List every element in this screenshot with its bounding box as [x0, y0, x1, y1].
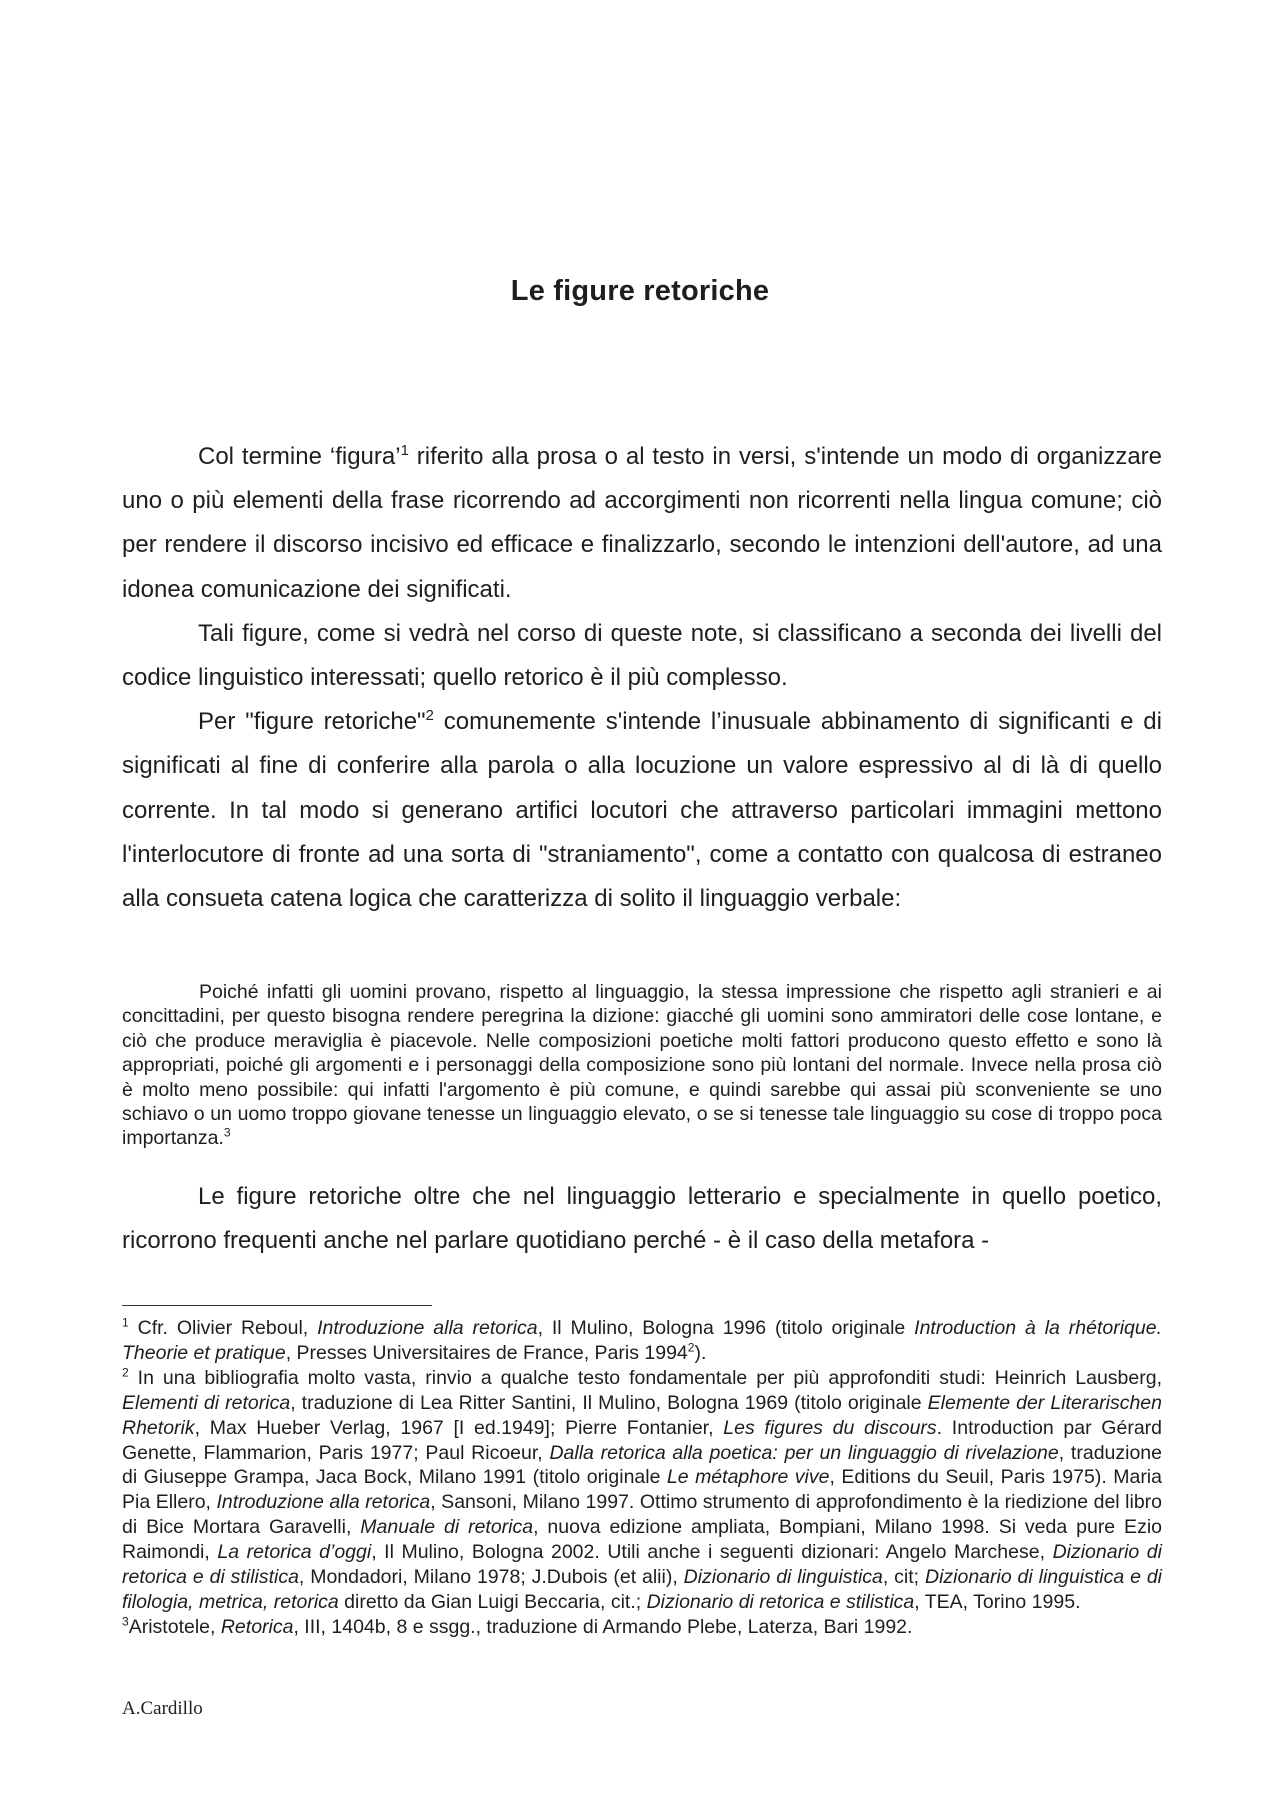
footnote-1-text: Cfr. Olivier Reboul, [128, 1317, 318, 1339]
footnote-3-text: Aristotele, [128, 1615, 221, 1638]
footnote-3-text: , III, 1404b, 8 e ssgg., traduzione di Armando Plebe, Laterza, Bari 1992. [293, 1615, 913, 1638]
author-footer: A.Cardillo [122, 1698, 203, 1719]
paragraph-1-text-b: riferito alla prosa o al testo in versi, s'intende un modo di organizzare uno o più elementi della frase ricorrendo ad accorgimenti non ricorrenti nella lingua comune; ciò per rendere il discorso incisivo ed efficace e finalizzarlo, secondo le intenzioni dell'autore, ad una idonea comunicazione dei significati. [122, 443, 1163, 603]
footnote-2-text: , Editions du Seuil, Paris 1975). Maria Pia Ellero, [122, 1466, 1162, 1514]
footnote-2-text: , traduzione di Giuseppe Grampa, Jaca Bock, Milano 1991 (titolo originale [122, 1441, 1162, 1489]
footnotes [122, 1316, 1162, 1640]
footnote-1-text: ). [694, 1341, 707, 1364]
paragraph-1 [122, 435, 1162, 612]
footnote-2-title: Dizionario di retorica e stilistica [646, 1590, 915, 1613]
footnote-2-title: Les figures du discours [723, 1416, 937, 1439]
footnote-2-text: , Il Mulino, Bologna 2002. Utili anche i seguenti dizionari: Angelo Marchese, [371, 1541, 1053, 1564]
footnote-ref-2[interactable]: 2 [425, 708, 434, 725]
footnote-2-text: , TEA, Torino 1995. [914, 1590, 1081, 1613]
footnote-2-title: Dalla retorica alla poetica: per un linguaggio di rivelazione [549, 1441, 1059, 1464]
footnote-2-text: . Introduction par Gérard Genette, Flammarion, Paris 1977; Paul Ricoeur, [122, 1416, 1162, 1464]
footnote-2-text: , Max Hueber Verlag, 1967 [I ed.1949]; Pierre Fontanier, [194, 1416, 724, 1439]
footnote-2-title: La retorica d’oggi [217, 1541, 372, 1564]
paragraph-3 [122, 700, 1162, 921]
quote-paragraph [122, 980, 1162, 1151]
footnote-2-title: Le métaphore vive [666, 1466, 830, 1489]
footnote-ref-1[interactable]: 1 [400, 443, 409, 459]
footnote-1-text: , Il Mulino, Bologna 1996 (titolo originale [537, 1317, 915, 1339]
main-text [122, 435, 1162, 921]
paragraph-1-text-a: Col termine ‘figura’ [198, 443, 401, 470]
footnote-2-title: Dizionario di linguistica [683, 1566, 883, 1589]
footnote-2-text: , nuova edizione ampliata, Bompiani, Milano 1998. Si veda pure Ezio Raimondi, [122, 1516, 1162, 1564]
footnote-2-text: In una bibliografia molto vasta, rinvio a qualche testo fondamentale per più approfonditi studi: Heinrich Lausberg, [128, 1366, 1162, 1389]
footnote-2-text: , Mondadori, Milano 1978; J.Dubois (et alii), [298, 1566, 684, 1589]
footnote-2-title: Elemente der Literarischen Rhetorik [122, 1391, 1162, 1439]
paragraph-4: Le figure retoriche oltre che nel linguaggio letterario e specialmente in quello poetico, ricorrono frequenti anche nel parlare quotidiano perché - è il caso della metafora - [122, 1183, 1162, 1255]
footnote-1-title: Introduzione alla retorica [317, 1317, 538, 1339]
footnote-1-title: Introduction à la rhétorique. Theorie et pratique [122, 1317, 1162, 1364]
footnote-2-title: Manuale di retorica [360, 1516, 534, 1539]
footnote-2-text: , traduzione di Lea Ritter Santini, Il Mulino, Bologna 1969 (titolo originale [290, 1391, 928, 1414]
page-title: Le figure retoriche [510, 275, 770, 308]
footnote-1-number: 1 [122, 1315, 129, 1330]
block-quote [122, 980, 1162, 1151]
paragraph-3-text-a: Per "figure retoriche" [198, 708, 426, 736]
footnote-2-title: Introduzione alla retorica [216, 1491, 431, 1514]
footnote-2 [122, 1366, 1162, 1615]
footnote-2-number: 2 [122, 1365, 129, 1380]
footnote-ref-3[interactable]: 3 [223, 1125, 231, 1140]
footnote-3 [122, 1615, 1162, 1640]
footnote-2-title: Dizionario di retorica e di stilistica [122, 1541, 1162, 1589]
quote-text: Poiché infatti gli uomini provano, rispetto al linguaggio, la stessa impressione che rispetto agli stranieri e ai concittadini, per questo bisogna rendere peregrina la dizione: giacché gli uomini sono ammiratori delle cose lontane, e ciò che produce meraviglia è piacevole. Nelle composizioni poetiche molti fattori producono questo effetto e sono là appropriati, poiché gli argomenti e i personaggi della composizione sono più lontani del normale. Invece nella prosa ciò è molto meno possibile: qui infatti l'argomento è più comune, e quindi sarebbe qui assai più sconveniente se uno schiavo o un uomo troppo giovane tenesse un linguaggio elevato, o se si tenesse tale linguaggio su cose di troppo poca importanza. [122, 981, 1162, 1150]
footnote-3-title: Retorica [220, 1615, 294, 1638]
paragraph-2: Tali figure, come si vedrà nel corso di queste note, si classificano a seconda dei livelli del codice linguistico interessati; quello retorico è il più complesso. [122, 619, 1162, 692]
footnote-2-text: , Sansoni, Milano 1997. Ottimo strumento di approfondimento è la riedizione del libro di Bice Mortara Garavelli, [122, 1491, 1163, 1539]
footnote-3-number: 3 [122, 1614, 129, 1629]
footnote-2-title: Elementi di retorica [122, 1391, 291, 1414]
footnote-1 [122, 1316, 1162, 1366]
footnote-1-superscript: 2 [687, 1340, 695, 1355]
footnote-2-text: diretto da Gian Luigi Beccaria, cit.; [338, 1590, 647, 1613]
footnote-separator [122, 1305, 432, 1306]
main-text-continued [122, 1175, 1162, 1263]
footnote-1-text: , Presses Universitaires de France, Paris 1994 [285, 1341, 688, 1364]
footnote-2-text: , cit; [882, 1566, 925, 1589]
footnote-2-title: Dizionario di linguistica e di filologia, metrica, retorica [122, 1566, 1163, 1613]
paragraph-3-text-b: comunemente s'intende l’inusuale abbinamento di significanti e di significati al fine di conferire alla parola o alla locuzione un valore espressivo al di là di quello corrente. In tal modo si generano artifici locutori che attraverso particolari immagini mettono l'interlocutore di fronte ad una sorta di "straniamento", come a contatto con qualcosa di estraneo alla consueta catena logica che caratterizza di solito il linguaggio verbale: [122, 708, 1162, 913]
